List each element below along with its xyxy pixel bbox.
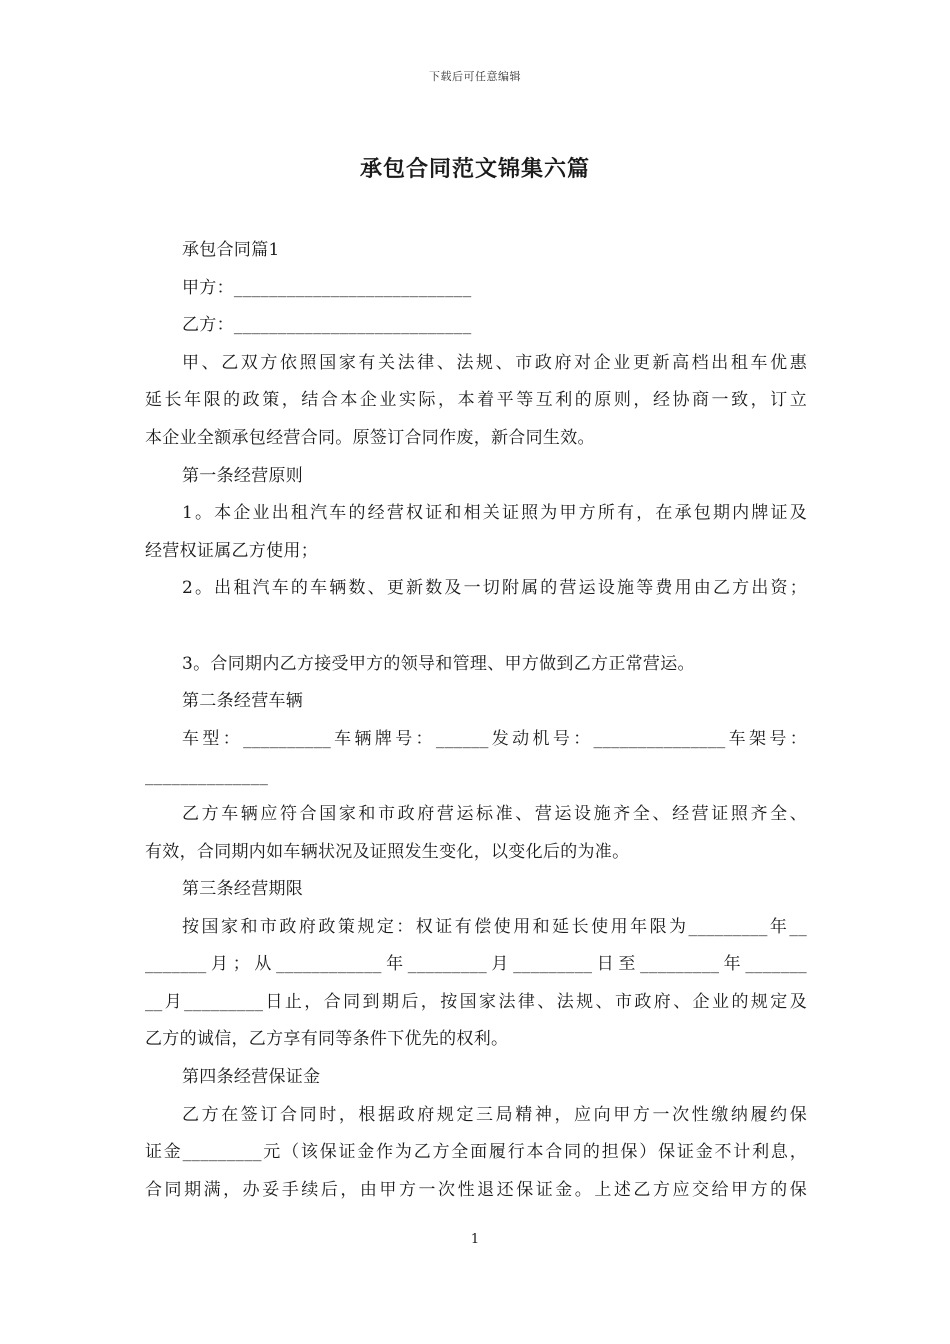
blank-line	[145, 608, 807, 646]
body-line: 第四条经营保证金	[182, 1067, 321, 1088]
body-line: 本企业全额承包经营合同。原签订合同作废，新合同生效。	[145, 427, 595, 448]
body-line: 甲方：___________________________	[182, 277, 472, 298]
page-number: 1	[470, 1232, 480, 1247]
body-line: 按国家和市政府政策规定：权证有偿使用和延长使用年限为_________年__	[182, 916, 807, 937]
body-line: 证金_________元（该保证金作为乙方全面履行本合同的担保）保证金不计利息，	[145, 1142, 807, 1163]
body-line: 车型：__________车辆牌号：______发动机号：_______________车架号：	[182, 728, 807, 749]
body-line: 3。合同期内乙方接受甲方的领导和管理、甲方做到乙方正常营运。	[182, 653, 695, 674]
body-line: _______月；从____________年_________月_________日至_________年_______	[145, 954, 807, 975]
body-line: 1。本企业出租汽车的经营权证和相关证照为甲方所有，在承包期内牌证及	[182, 503, 807, 524]
body-line: 甲、乙双方依照国家有关法律、法规、市政府对企业更新高档出租车优惠	[182, 352, 807, 373]
body-line: 乙方的诚信，乙方享有同等条件下优先的权利。	[145, 1029, 509, 1050]
body-line: 有效，合同期内如车辆状况及证照发生变化，以变化后的为准。	[145, 841, 630, 862]
body-line: 合同期满，办妥手续后，由甲方一次性退还保证金。上述乙方应交给甲方的保	[145, 1179, 807, 1200]
body-line: ______________	[145, 766, 269, 787]
body-line: 第二条经营车辆	[182, 691, 304, 712]
body-line: 第一条经营原则	[182, 465, 304, 486]
body-line: 2。出租汽车的车辆数、更新数及一切附属的营运设施等费用由乙方出资；	[182, 578, 807, 599]
body-line: 承包合同篇1	[182, 240, 280, 260]
body-line: 乙方：___________________________	[182, 315, 472, 336]
body-line: 乙方在签订合同时，根据政府规定三局精神，应向甲方一次性缴纳履约保	[182, 1104, 807, 1125]
body-line: 第三条经营期限	[182, 879, 304, 900]
page-header: 下载后可任意编辑	[429, 70, 521, 83]
body-line: 乙方车辆应符合国家和市政府营运标准、营运设施齐全、经营证照齐全、	[182, 803, 807, 824]
body-line: 延长年限的政策，结合本企业实际，本着平等互利的原则，经协商一致，订立	[145, 390, 807, 411]
document-title: 承包合同范文锦集六篇	[359, 156, 590, 182]
body-line: __月_________日止，合同到期后，按国家法律、法规、市政府、企业的规定及	[145, 991, 807, 1012]
body-line: 经营权证属乙方使用；	[145, 540, 318, 561]
document-body	[145, 232, 807, 1209]
